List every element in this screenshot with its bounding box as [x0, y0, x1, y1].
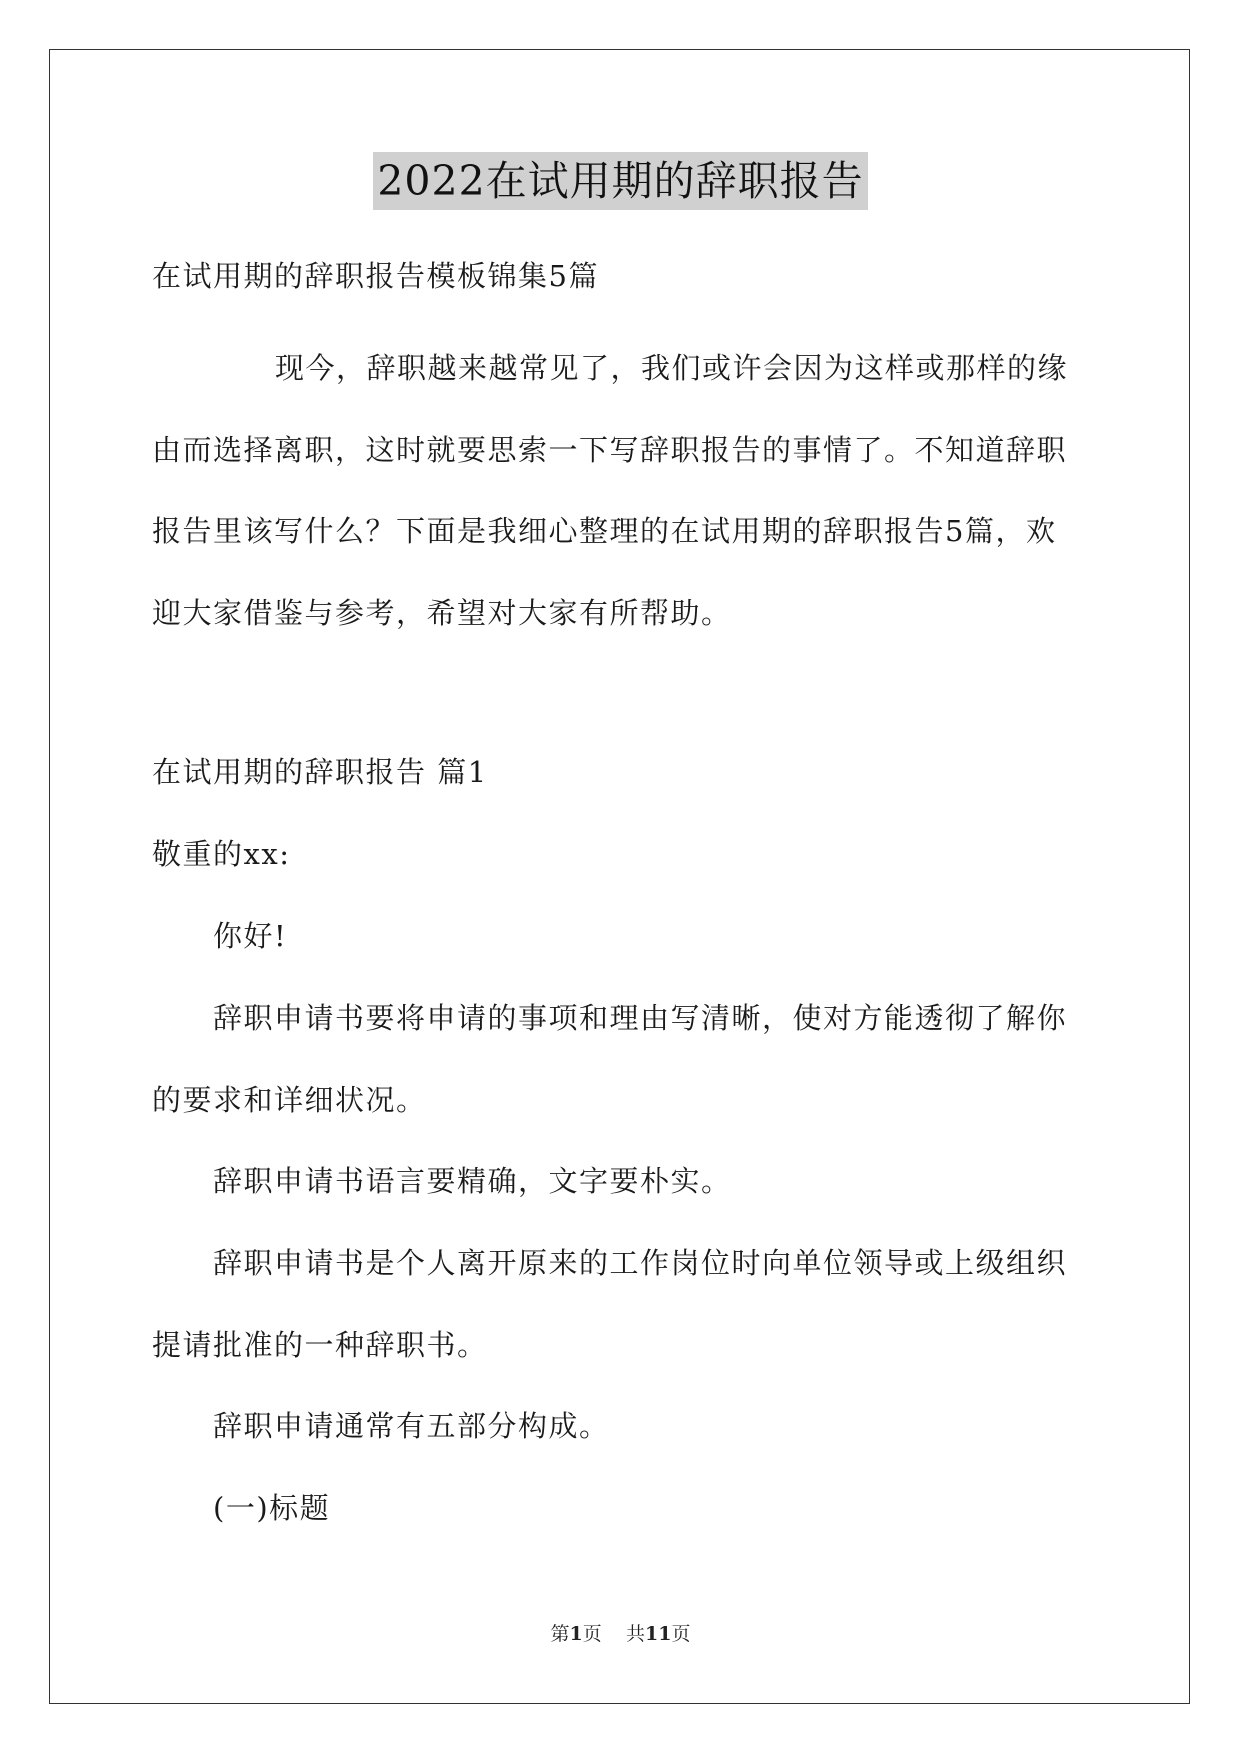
footer-total-pages: 11 — [644, 1623, 672, 1645]
body-line-2: 的要求和详细状况。 — [152, 1083, 427, 1117]
title-container — [0, 152, 1241, 210]
salutation: 敬重的xx: — [152, 837, 291, 871]
footer-page-suffix: 页 — [582, 1623, 602, 1645]
page-footer — [0, 1622, 1241, 1646]
intro-line-1: 现今，辞职越来越常见了，我们或许会因为这样或那样的缘 — [275, 351, 1069, 385]
body-line-6: 辞职申请通常有五部分构成。 — [213, 1409, 610, 1443]
document-subtitle: 在试用期的辞职报告模板锦集5篇 — [152, 259, 599, 293]
greeting: 你好! — [213, 919, 288, 953]
document-title: 2022在试用期的辞职报告 — [373, 152, 867, 210]
body-line-5: 提请批准的一种辞职书。 — [152, 1328, 488, 1362]
intro-line-3: 报告里该写什么？下面是我细心整理的在试用期的辞职报告5篇，欢 — [152, 514, 1057, 548]
body-line-3: 辞职申请书语言要精确，文字要朴实。 — [213, 1164, 732, 1198]
intro-line-2: 由而选择离职，这时就要思索一下写辞职报告的事情了。不知道辞职 — [152, 433, 1068, 467]
body-line-4: 辞职申请书是个人离开原来的工作岗位时向单位领导或上级组织 — [213, 1246, 1068, 1280]
footer-total-prefix: 共 — [625, 1623, 645, 1645]
footer-total-suffix: 页 — [671, 1623, 691, 1645]
body-line-7: (一)标题 — [213, 1491, 331, 1525]
intro-line-4: 迎大家借鉴与参考，希望对大家有所帮助。 — [152, 596, 732, 630]
body-line-1: 辞职申请书要将申请的事项和理由写清晰，使对方能透彻了解你 — [213, 1001, 1068, 1035]
section-heading: 在试用期的辞职报告 篇1 — [152, 755, 488, 789]
footer-page-number: 1 — [569, 1623, 583, 1645]
page-border — [49, 49, 1190, 1704]
footer-page-prefix: 第 — [550, 1623, 570, 1645]
